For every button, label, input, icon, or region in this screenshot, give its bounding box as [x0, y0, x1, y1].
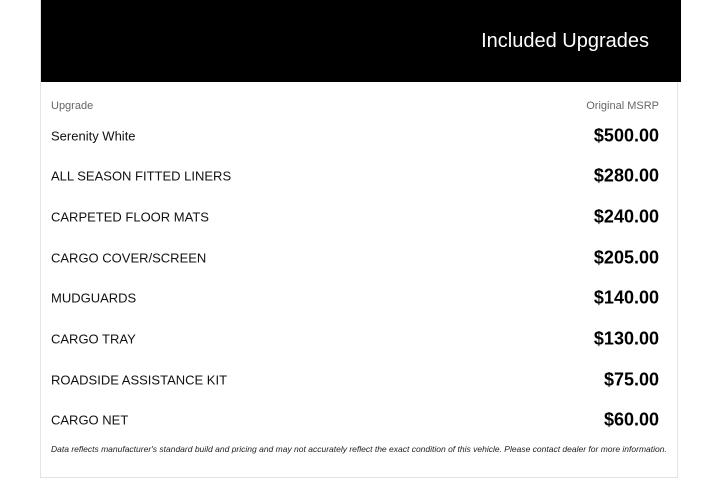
upgrade-row — [51, 324, 659, 354]
upgrade-price: $60.00 — [603, 409, 659, 430]
column-header-msrp: Original MSRP — [586, 100, 659, 112]
upgrade-name: CARGO NET — [51, 412, 129, 428]
upgrade-name: CARGO COVER/SCREEN — [51, 250, 207, 266]
upgrade-price: $240.00 — [593, 206, 659, 227]
upgrade-name: ALL SEASON FITTED LINERS — [51, 168, 232, 184]
upgrades-card — [40, 0, 678, 478]
upgrade-row — [51, 365, 659, 395]
upgrade-row — [51, 283, 659, 313]
upgrade-price: $140.00 — [593, 287, 659, 308]
upgrade-price: $500.00 — [593, 125, 659, 146]
upgrade-price: $280.00 — [593, 165, 659, 186]
header-bar — [41, 0, 681, 82]
disclaimer-text: Data reflects manufacturer's standard build and pricing and may not accurately reflect the exact condition of this vehicle. Please contact dealer for more information. — [51, 444, 667, 454]
upgrade-price: $205.00 — [593, 247, 659, 268]
upgrade-price: $130.00 — [593, 328, 659, 349]
upgrade-name: CARGO TRAY — [51, 331, 136, 347]
upgrade-price: $75.00 — [603, 369, 659, 390]
upgrade-name: CARPETED FLOOR MATS — [51, 209, 209, 225]
upgrade-row — [51, 121, 659, 151]
page-title: Included Upgrades — [481, 30, 649, 52]
upgrade-name: Serenity White — [51, 128, 136, 144]
upgrade-row — [51, 405, 659, 435]
upgrade-name: MUDGUARDS — [51, 290, 137, 306]
upgrade-row — [51, 243, 659, 273]
upgrade-name: ROADSIDE ASSISTANCE KIT — [51, 372, 228, 388]
upgrade-row — [51, 202, 659, 232]
column-header-upgrade: Upgrade — [51, 100, 94, 112]
upgrade-row — [51, 161, 659, 191]
